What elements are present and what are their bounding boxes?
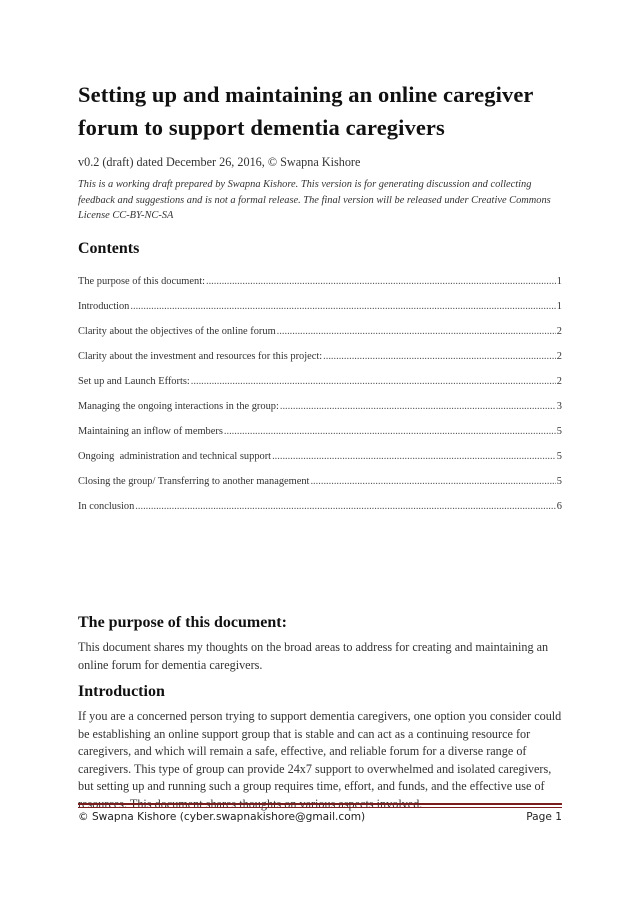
toc-entry-title: Clarity about the objectives of the online forum	[78, 325, 276, 337]
toc-dot-leader	[130, 294, 555, 319]
toc-entry-title: Clarity about the investment and resources for this project:	[78, 350, 323, 362]
toc-entry-page: 2	[556, 375, 562, 387]
toc-dot-leader	[310, 469, 555, 494]
toc-entry[interactable]	[78, 469, 562, 494]
toc-entry-page: 1	[556, 275, 562, 287]
toc-entry-page: 5	[556, 475, 562, 487]
toc-entry-title: In conclusion	[78, 500, 135, 512]
contents-heading: Contents	[78, 239, 140, 257]
toc-entry[interactable]	[78, 294, 562, 319]
document-header	[78, 78, 562, 519]
footer-rule-thick	[78, 803, 562, 805]
toc-dot-leader	[135, 494, 556, 519]
toc-entry[interactable]	[78, 494, 562, 519]
toc-entry[interactable]	[78, 319, 562, 344]
section-body: This document shares my thoughts on the broad areas to address for creating and maintaining an online forum for dementia caregivers.	[78, 640, 549, 672]
toc-dot-leader	[323, 344, 556, 369]
toc-entry-page: 5	[556, 425, 562, 437]
toc-dot-leader	[224, 419, 556, 444]
section-body: If you are a concerned person trying to support dementia caregivers, one option you consider could be establishing an online support group that is stable and can act as a continuing resource for caregivers, and which will remain a safe, effective, and reliable forum for a diverse range of caregivers. This type of group can provide 24x7 support to overwhelmed and isolated caregivers, but setting up and running such a group requires time, effort, and funds, and the effective use of	[78, 709, 562, 794]
toc-entry-page: 5	[556, 450, 562, 462]
section-introduction	[78, 681, 562, 814]
toc-dot-leader	[277, 319, 556, 344]
toc-entry-page: 6	[556, 500, 562, 512]
toc-entry-title: Maintaining an inflow of members	[78, 425, 223, 437]
toc-dot-leader	[206, 269, 556, 294]
toc-entry-title: Closing the group/ Transferring to another management	[78, 475, 310, 487]
version-line: v0.2 (draft) dated December 26, 2016, © Swapna Kishore	[78, 155, 361, 169]
draft-note: This is a working draft prepared by Swapna Kishore. This version is for generating discussion and collecting feedback and suggestions and is not a formal release. The final version will be released under Creative Commons License CC-BY-NC-SA	[78, 179, 551, 221]
toc-entry-title: Set up and Launch Efforts:	[78, 375, 190, 387]
section-heading: Introduction	[78, 683, 165, 700]
page-footer	[78, 811, 562, 823]
toc-entry-title: Introduction	[78, 300, 130, 312]
toc-entry-title: The purpose of this document:	[78, 275, 205, 287]
toc-entry[interactable]	[78, 394, 562, 419]
toc-entry-page: 1	[556, 300, 562, 312]
table-of-contents	[78, 269, 562, 519]
toc-entry[interactable]	[78, 269, 562, 294]
toc-dot-leader	[191, 369, 556, 394]
toc-entry[interactable]	[78, 419, 562, 444]
toc-entry[interactable]	[78, 444, 562, 469]
toc-entry[interactable]	[78, 344, 562, 369]
footer-author: © Swapna Kishore (cyber.swapnakishore@gmail.com)	[78, 811, 366, 823]
toc-entry-page: 2	[556, 350, 562, 362]
toc-entry-title: Managing the ongoing interactions in the group:	[78, 400, 279, 412]
toc-entry-page: 3	[556, 400, 562, 412]
section-heading: The purpose of this document:	[78, 614, 287, 631]
footer-page-number: Page 1	[526, 811, 562, 823]
toc-dot-leader	[272, 444, 556, 469]
document-title: Setting up and maintaining an online caregiver forum to support dementia caregivers	[78, 82, 534, 140]
toc-dot-leader	[280, 394, 556, 419]
toc-entry-title: Ongoing administration and technical support	[78, 450, 272, 462]
toc-entry-page: 2	[556, 325, 562, 337]
toc-entry[interactable]	[78, 369, 562, 394]
footer-rule-thin	[78, 807, 562, 808]
section-purpose	[78, 612, 562, 674]
